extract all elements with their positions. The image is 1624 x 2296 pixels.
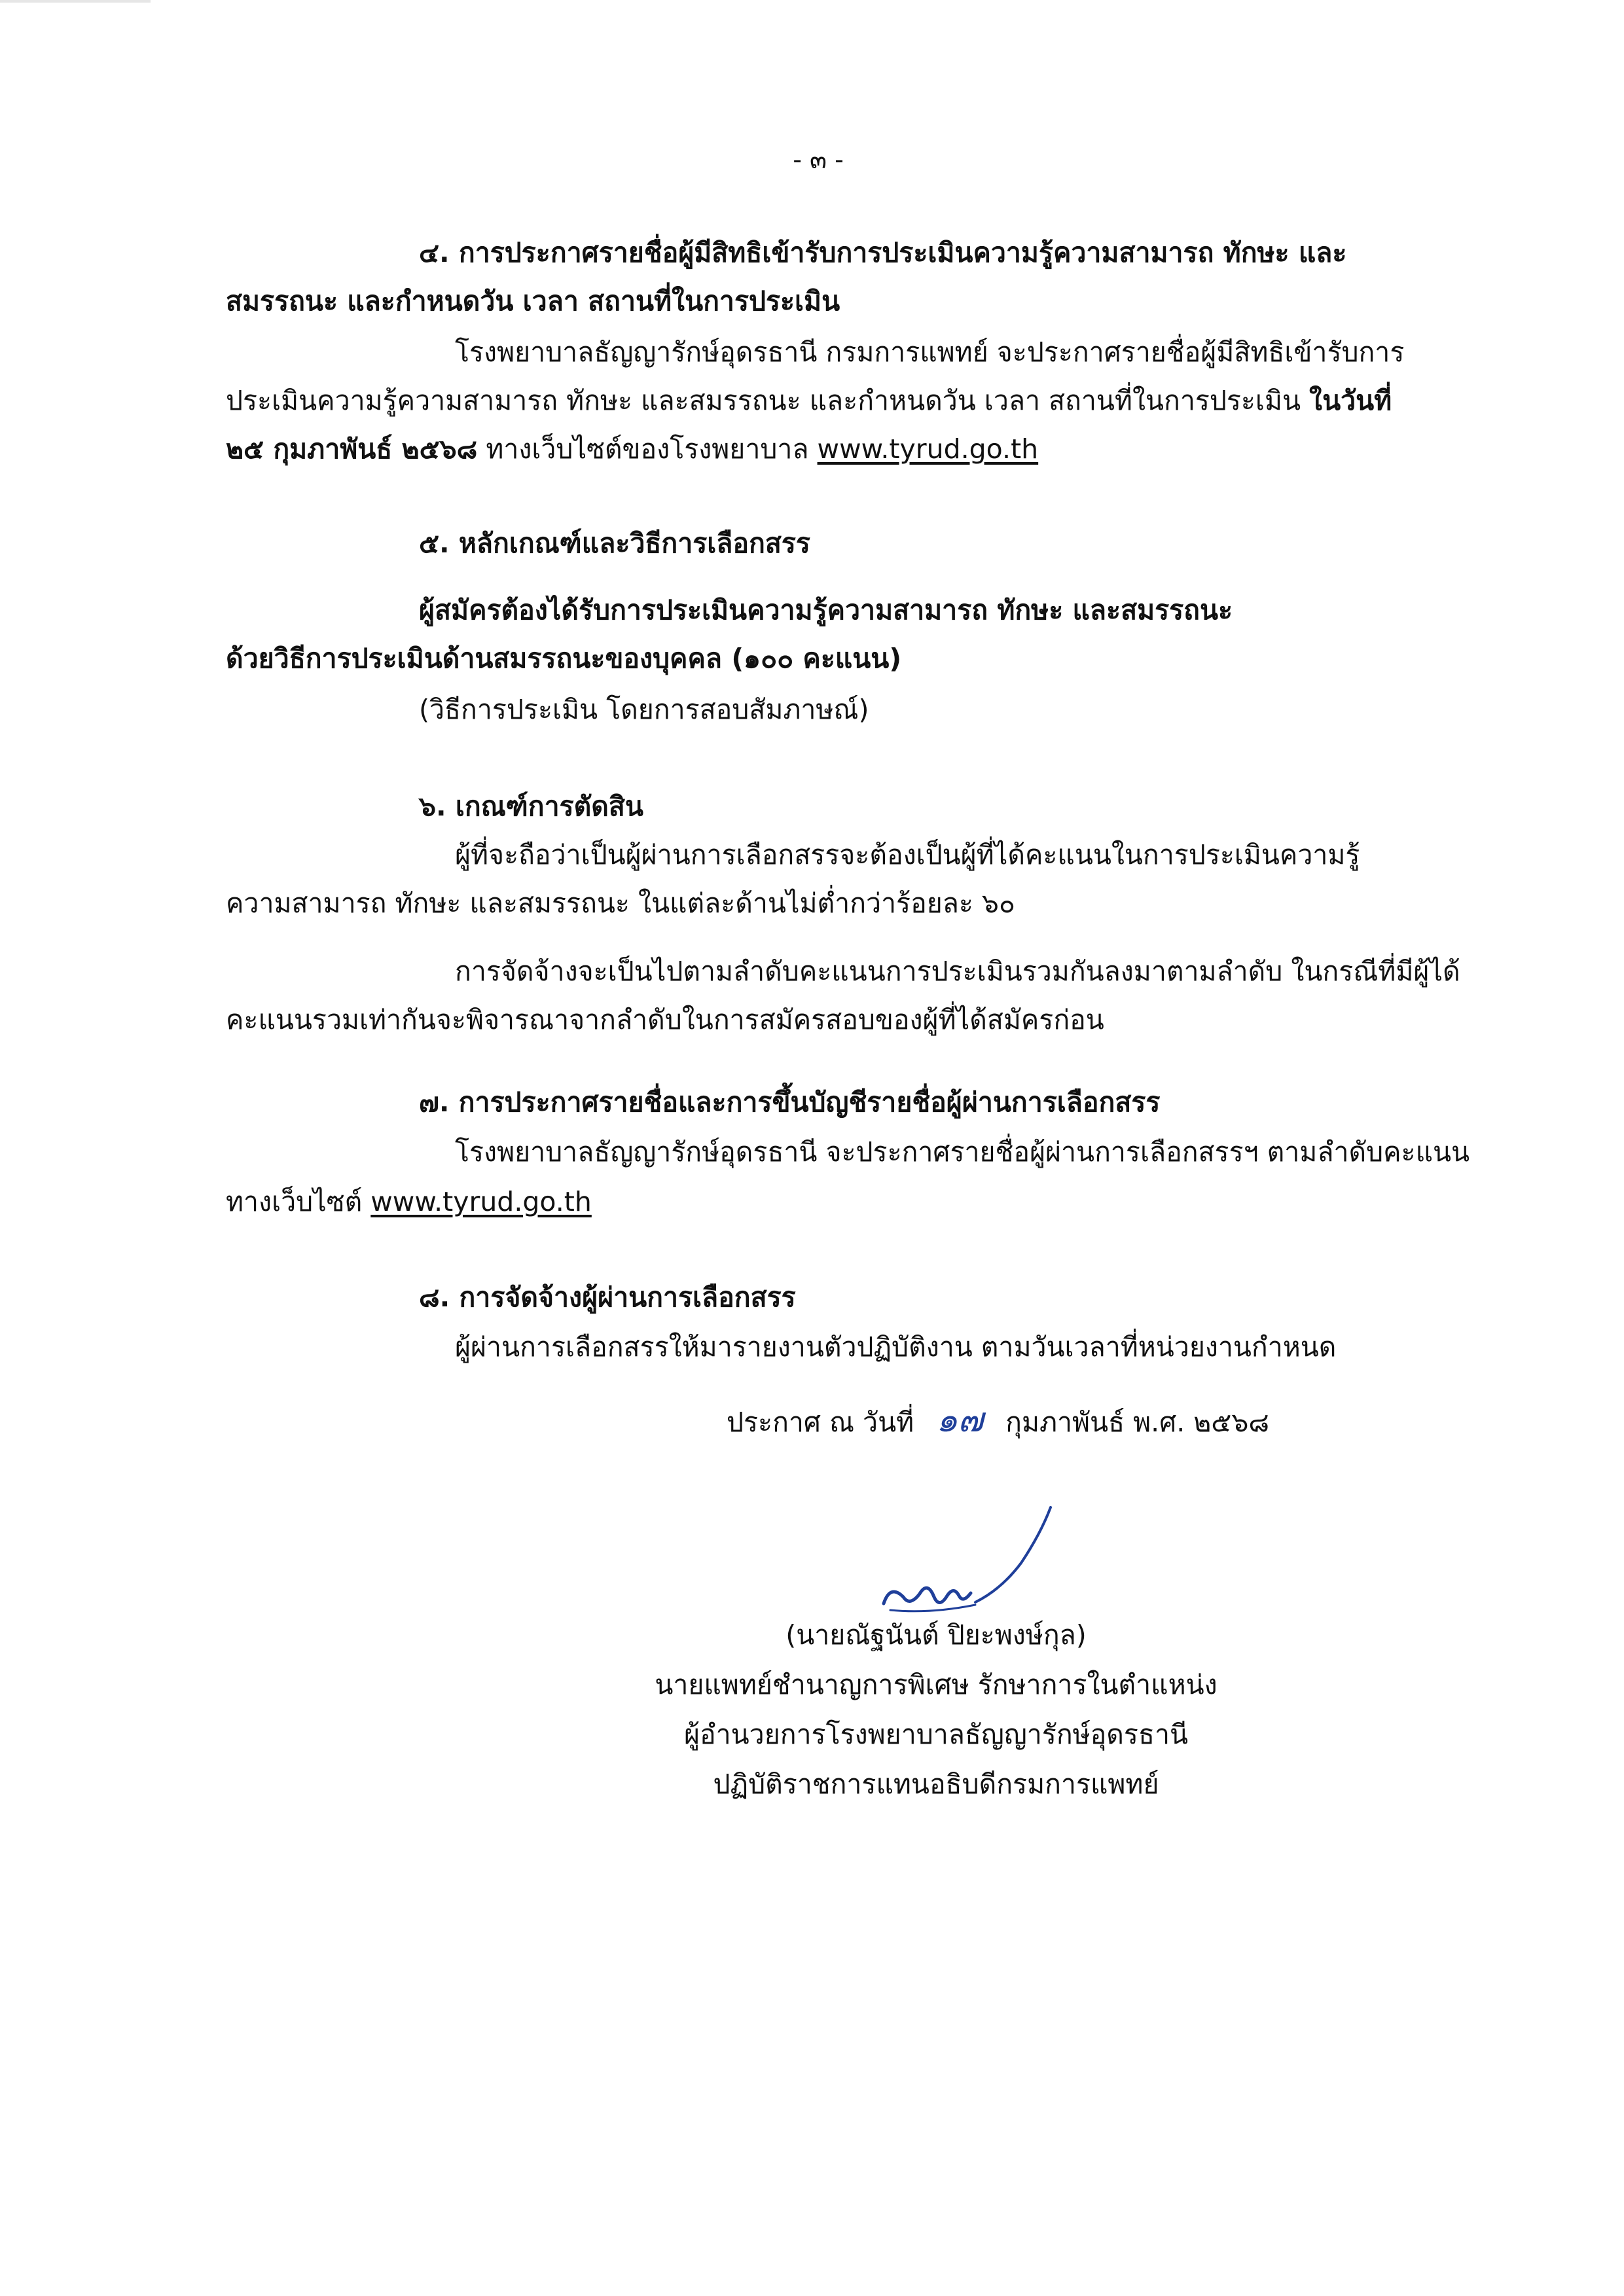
section-4-body-line1: โรงพยาบาลธัญญารักษ์อุดรธานี กรมการแพทย์ จะประกาศรายชื่อผู้มีสิทธิเข้ารับการ — [455, 336, 1405, 368]
section-6-p2-line2: คะแนนรวมเท่ากันจะพิจารณาจากลำดับในการสมัครสอบของผู้ที่ได้สมัครก่อน — [226, 1004, 1104, 1035]
signer-position-2: ผู้อำนวยการโรงพยาบาลธัญญารักษ์อุดรธานี — [683, 1719, 1189, 1750]
section-4-body-line2-text: ประเมินความรู้ความสามารถ ทักษะ และสมรรถนะ และกำหนดวัน เวลา สถานที่ในการประเมิน — [226, 385, 1310, 416]
section-4-heading-cont: สมรรถนะ และกำหนดวัน เวลา สถานที่ในการประเมิน — [226, 285, 840, 317]
announcement-date — [727, 1401, 1269, 1442]
signer-position-3: ปฏิบัติราชการแทนอธิบดีกรมการแพทย์ — [713, 1768, 1159, 1800]
section-4-body-line3-text: ทางเว็บไซต์ของโรงพยาบาล — [477, 433, 818, 465]
section-8-line1: ผู้ผ่านการเลือกสรรให้มารายงานตัวปฏิบัติงาน ตามวันเวลาที่หน่วยงานกำหนด — [455, 1331, 1337, 1363]
section-7-line2-text: ทางเว็บไซต์ — [226, 1186, 371, 1217]
section-5-line1: ผู้สมัครต้องได้รับการประเมินความรู้ความสามารถ ทักษะ และสมรรถนะ — [419, 594, 1233, 626]
scan-edge-mark — [0, 0, 151, 3]
website-link[interactable]: www.tyrud.go.th — [370, 1186, 592, 1217]
section-4-body-line2 — [226, 381, 1392, 420]
section-7-heading: ๗. การประกาศรายชื่อและการขึ้นบัญชีรายชื่อผู้ผ่านการเลือกสรร — [419, 1086, 1161, 1118]
announcement-prefix: ประกาศ ณ วันที่ — [727, 1407, 914, 1438]
section-4-heading: ๔. การประกาศรายชื่อผู้มีสิทธิเข้ารับการประเมินความรู้ความสามารถ ทักษะ และ — [419, 237, 1347, 268]
section-8-heading: ๘. การจัดจ้างผู้ผ่านการเลือกสรร — [419, 1282, 796, 1313]
section-6-p2-line1: การจัดจ้างจะเป็นไปตามลำดับคะแนนการประเมินรวมกันลงมาตามลำดับ ในกรณีที่มีผู้ได้ — [455, 956, 1460, 987]
signer-name: (นายณัฐนันต์ ปิยะพงษ์กุล) — [785, 1619, 1087, 1651]
section-4-body-line3 — [226, 429, 1038, 469]
section-6-p1-line1: ผู้ที่จะถือว่าเป็นผู้ผ่านการเลือกสรรจะต้องเป็นผู้ที่ได้คะแนนในการประเมินความรู้ — [455, 839, 1360, 870]
section-7-line2 — [226, 1182, 592, 1221]
announcement-month-year: กุมภาพันธ์ พ.ศ. ๒๕๖๘ — [1005, 1407, 1269, 1438]
section-6-p1-line2: ความสามารถ ทักษะ และสมรรถนะ ในแต่ละด้านไม่ต่ำกว่าร้อยละ ๖๐ — [226, 888, 1015, 919]
announcement-day: ๑๗ — [936, 1401, 984, 1440]
section-7-line1: โรงพยาบาลธัญญารักษ์อุดรธานี จะประกาศรายชื่อผู้ผ่านการเลือกสรรฯ ตามลำดับคะแนน — [455, 1136, 1470, 1168]
website-link[interactable]: www.tyrud.go.th — [817, 433, 1039, 465]
section-4-date: ๒๕ กุมภาพันธ์ ๒๕๖๘ — [226, 433, 478, 465]
section-5-line2: ด้วยวิธีการประเมินด้านสมรรถนะของบุคคล (๑๐๐ คะแนน) — [226, 643, 902, 674]
section-6-heading: ๖. เกณฑ์การตัดสิน — [419, 791, 643, 822]
section-5-heading: ๕. หลักเกณฑ์และวิธีการเลือกสรร — [419, 528, 810, 559]
page-number: - ๓ - — [793, 145, 844, 174]
section-4-date-label: ในวันที่ — [1309, 385, 1392, 416]
signer-position-1: นายแพทย์ชำนาญการพิเศษ รักษาการในตำแหน่ง — [655, 1669, 1218, 1700]
section-5-line3: (วิธีการประเมิน โดยการสอบสัมภาษณ์) — [419, 694, 869, 725]
